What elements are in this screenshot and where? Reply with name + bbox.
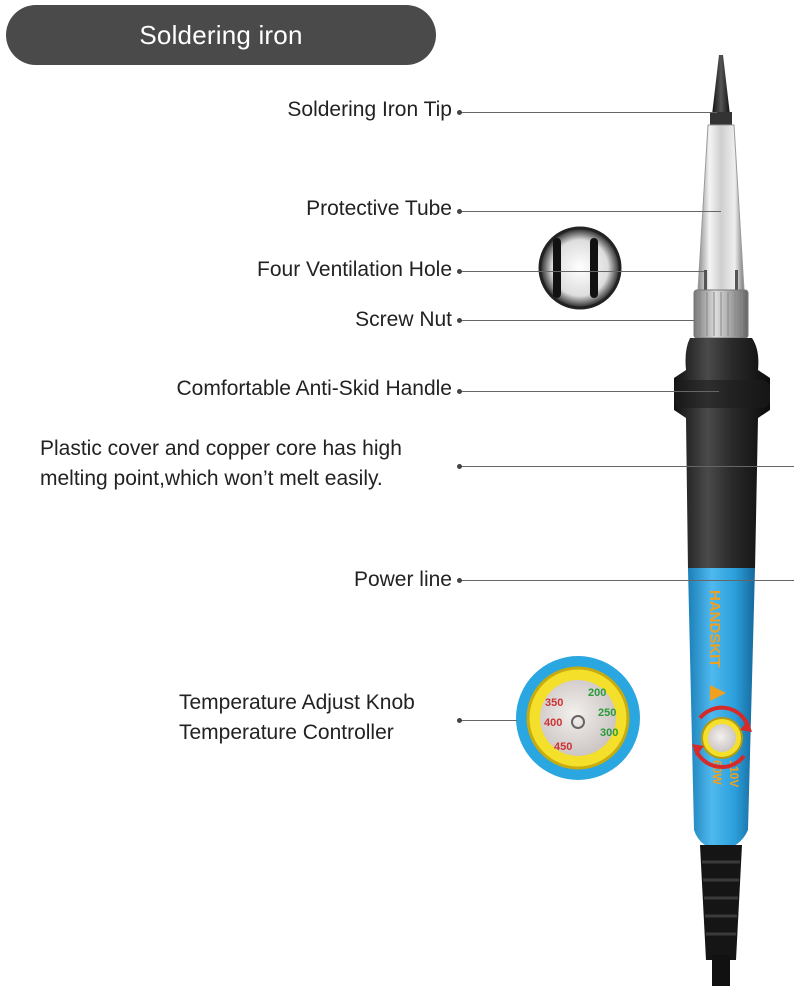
label-anti-skid-handle: [177, 374, 452, 404]
label-soldering-iron-tip: [287, 95, 452, 125]
dial-mark-350: 350: [545, 697, 564, 709]
label-text-line2: Temperature Controller: [179, 721, 394, 745]
svg-text:HANDSKIT: HANDSKIT: [706, 590, 723, 668]
label-text: Soldering Iron Tip: [287, 98, 452, 121]
label-text-line1: Plastic cover and copper core has high: [40, 437, 402, 460]
label-protective-tube: [306, 194, 452, 224]
dial-mark-450: 450: [554, 741, 573, 753]
label-text-line2: melting point,which won’t melt easily.: [40, 467, 383, 491]
iron-tip: [710, 55, 732, 126]
dial-mark-400: 400: [544, 717, 563, 729]
label-text: Screw Nut: [355, 308, 452, 331]
label-temperature-knob: [179, 688, 415, 749]
svg-text:60W: 60W: [710, 760, 724, 785]
leader-tip: [459, 112, 717, 113]
label-text-line1: Temperature Adjust Knob: [179, 691, 415, 714]
page-title: Soldering iron: [139, 19, 303, 50]
screw-nut: [694, 290, 748, 338]
anti-skid-grip: [674, 338, 770, 570]
blue-handle: [688, 568, 755, 850]
ventilation-hole-magnifier: [540, 228, 620, 308]
label-text: Four Ventilation Hole: [257, 258, 452, 281]
leader-plastic-cover: [459, 466, 794, 467]
leader-handle: [459, 391, 719, 392]
dial-mark-250: 250: [598, 707, 617, 719]
leader-screw-nut: [459, 320, 694, 321]
dial-mark-300: 300: [600, 727, 619, 739]
temperature-knob-magnifier: [516, 656, 640, 780]
label-screw-nut: [355, 305, 452, 335]
label-text: Comfortable Anti-Skid Handle: [176, 377, 452, 400]
label-text: Power line: [353, 568, 452, 591]
leader-ventilation-hole: [459, 271, 704, 272]
label-power-line: [354, 565, 452, 595]
dial-mark-200: 200: [588, 687, 607, 699]
leader-temperature-knob: [459, 720, 517, 721]
label-plastic-cover: [40, 434, 402, 495]
label-ventilation-hole: [257, 255, 452, 285]
leader-tube: [459, 211, 721, 212]
leader-power-line: [459, 580, 794, 581]
power-cable: [700, 845, 742, 986]
svg-text:110V: 110V: [727, 760, 741, 788]
protective-tube: [698, 125, 744, 292]
label-text: Protective Tube: [306, 197, 452, 220]
